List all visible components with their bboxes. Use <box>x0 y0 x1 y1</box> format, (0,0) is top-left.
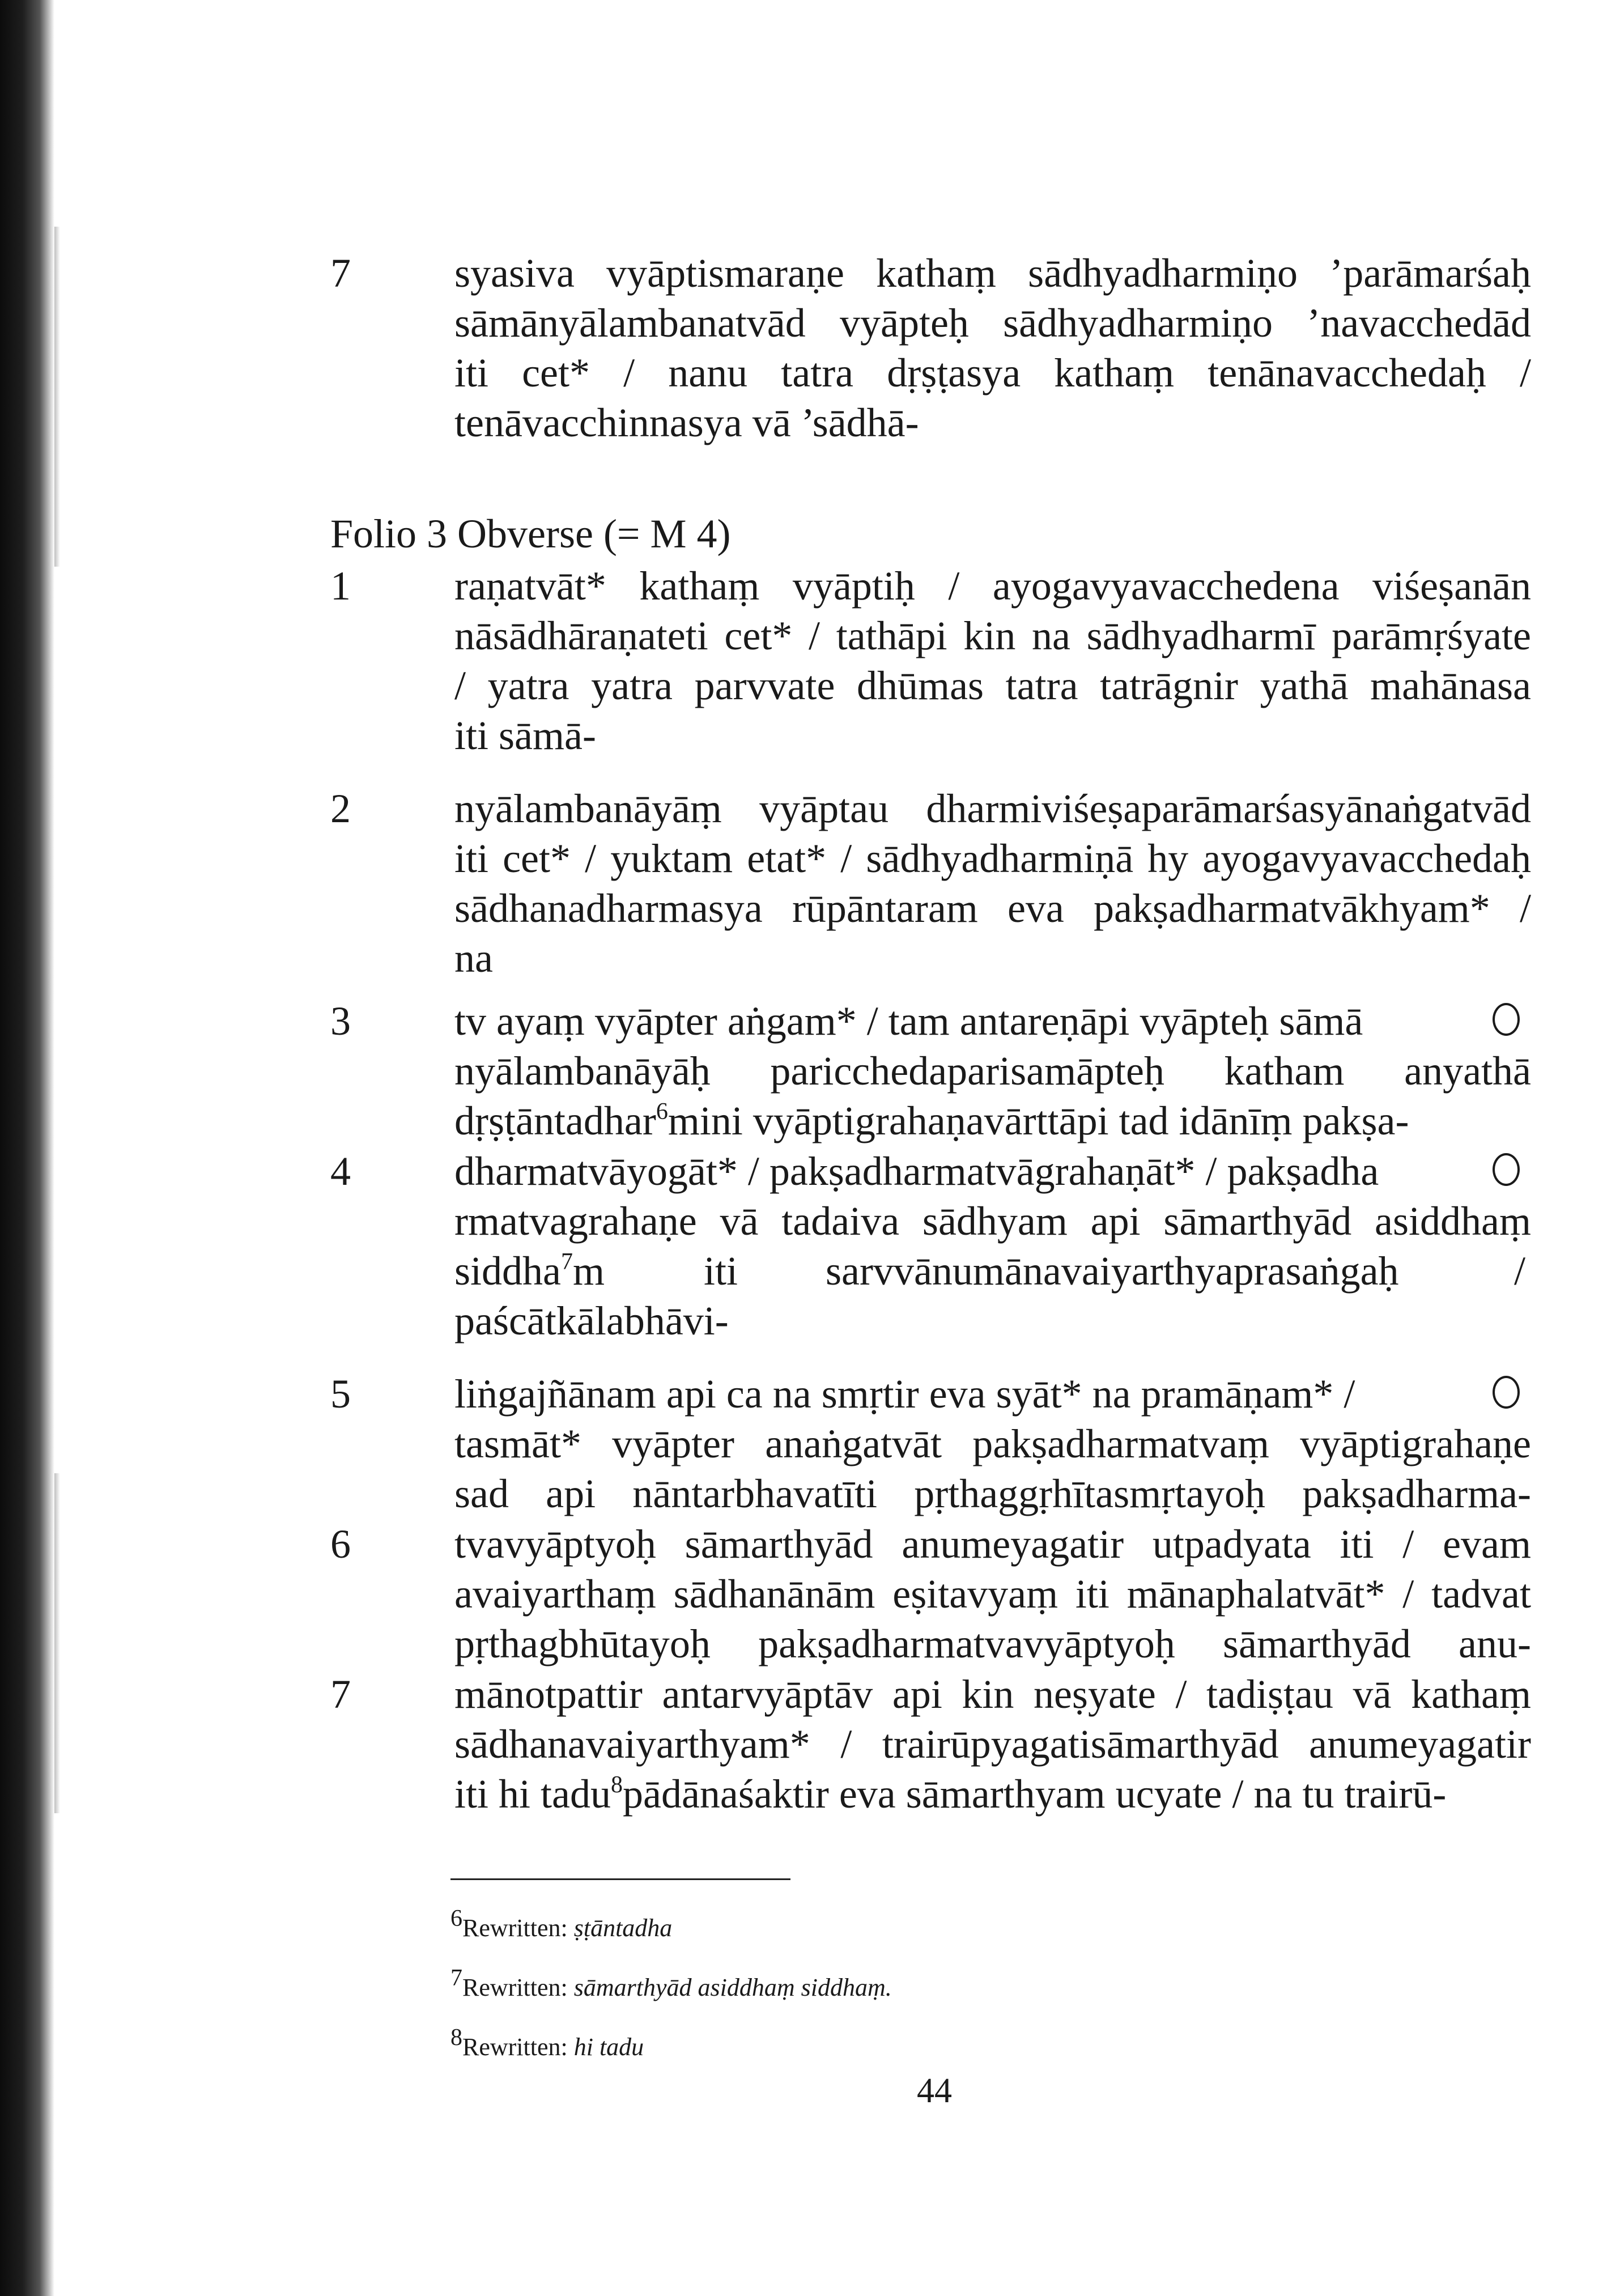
footnote <box>450 1906 673 1944</box>
circle-mark-icon <box>1493 1376 1520 1409</box>
footnote-ref: 8 <box>610 1772 623 1798</box>
text-fragment: iti <box>704 1248 738 1294</box>
footnote-ref: 7 <box>560 1249 573 1275</box>
text-line: rmatvagrahaṇe vā tadaiva sādhyam api sāmarthyād asiddhaṃ <box>454 1198 1531 1244</box>
binding-shadow-speck <box>54 227 60 567</box>
text-line: na <box>454 936 493 981</box>
circle-mark-icon <box>1493 1153 1520 1186</box>
text-fragment: mini vyāptigrahaṇavārttāpi tad idānīṃ pakṣa- <box>668 1098 1409 1143</box>
text-line: syasiva vyāptismaraṇe kathaṃ sādhyadharmiṇo ’parāmarśaḥ <box>454 250 1531 296</box>
footnote-label: Rewritten: <box>462 2033 568 2061</box>
text-line: sādhanadharmasya rūpāntaram eva pakṣadharmatvākhyam* / <box>454 886 1531 931</box>
binding-shadow-speck <box>54 1473 60 1813</box>
line-number: 6 <box>330 1521 351 1567</box>
line-number: 4 <box>330 1149 351 1194</box>
folio-heading: Folio 3 Obverse (= M 4) <box>330 511 731 556</box>
text-line: sāmānyālambanatvād vyāpteḥ sādhyadharmiṇo ’navacchedād <box>454 300 1531 346</box>
footnote-ref: 6 <box>656 1099 668 1125</box>
text-fragment: sarvvānumānavaiyarthyaprasaṅgaḥ <box>826 1248 1399 1294</box>
footnote <box>450 1965 892 2004</box>
footnote-mark: 8 <box>450 2025 462 2051</box>
text-fragment: liṅgajñānam api ca na smṛtir eva syāt* na pramāṇam* / <box>454 1371 1355 1417</box>
text-line: tvavyāptyoḥ sāmarthyād anumeyagatir utpadyata iti / evam <box>454 1521 1531 1567</box>
text-line: paścātkālabhāvi- <box>454 1298 729 1343</box>
text-line <box>454 997 1531 1045</box>
line-number: 7 <box>330 250 351 296</box>
footnote-divider <box>450 1878 790 1880</box>
footnote-mark: 7 <box>450 1965 462 1992</box>
text-line: mānotpattir antarvyāptāv api kin neṣyate / tadiṣṭau vā kathaṃ <box>454 1672 1531 1717</box>
text-fragment: m <box>572 1248 605 1294</box>
line-number: 2 <box>330 786 351 831</box>
footnote-text: hi tadu <box>573 2033 644 2061</box>
text-line: pṛthagbhūtayoḥ pakṣadharmatvavyāptyoḥ sāmarthyād anu- <box>454 1621 1531 1666</box>
text-line: nyālambanāyāṃ vyāptau dharmiviśeṣaparāmarśasyānaṅgatvād <box>454 786 1531 831</box>
line-number: 7 <box>330 1672 351 1717</box>
text-line: iti cet* / yuktam etat* / sādhyadharmiṇā hy ayogavyavacchedaḥ <box>454 836 1531 881</box>
text-line: iti sāmā- <box>454 713 596 758</box>
text-line <box>454 1147 1531 1195</box>
text-line: sādhanavaiyarthyam* / trairūpyagatisāmarthyād anumeyagatir <box>454 1721 1531 1767</box>
text-fragment: dṛṣṭāntadhar <box>454 1098 656 1143</box>
line-number: 1 <box>330 563 351 609</box>
text-line: nāsādhāraṇateti cet* / tathāpi kin na sādhyadharmī parāmṛśyate <box>454 613 1531 658</box>
line-number: 5 <box>330 1371 351 1417</box>
circle-mark-icon <box>1493 1003 1520 1036</box>
text-fragment: tv ayaṃ vyāpter aṅgam* / tam antareṇāpi vyāpteḥ sāmā <box>454 998 1363 1044</box>
text-line: iti cet* / nanu tatra dṛṣṭasya kathaṃ tenānavacchedaḥ / <box>454 350 1531 396</box>
footnote-label: Rewritten: <box>462 1914 568 1942</box>
text-line: raṇatvāt* kathaṃ vyāptiḥ / ayogavyavacchedena viśeṣanān <box>454 563 1531 609</box>
text-fragment: / <box>1514 1248 1525 1294</box>
line-number: 3 <box>330 998 351 1044</box>
page-number: 44 <box>917 2072 952 2110</box>
footnote <box>450 2025 644 2063</box>
text-line: sad api nāntarbhavatīti pṛthaggṛhītasmṛtayoḥ pakṣadharma- <box>454 1471 1531 1516</box>
footnote-label: Rewritten: <box>462 1974 568 2001</box>
text-line: tenāvacchinnasya vā ’sādhā- <box>454 400 919 445</box>
text-line: / yatra yatra parvvate dhūmas tatra tatrāgnir yathā mahānasa <box>454 663 1531 708</box>
text-fragment <box>454 1247 605 1295</box>
text-fragment: dharmatvāyogāt* / pakṣadharmatvāgrahaṇāt* / pakṣadha <box>454 1149 1379 1194</box>
footnote-text: sāmarthyād asiddhaṃ siddhaṃ. <box>573 1974 892 2001</box>
text-fragment: pādānaśaktir eva sāmarthyam ucyate / na tu trairū- <box>622 1771 1447 1817</box>
text-line: avaiyarthaṃ sādhanānām eṣitavyaṃ iti mānaphalatvāt* / tadvat <box>454 1571 1531 1617</box>
text-line <box>454 1770 1446 1818</box>
text-line: tasmāt* vyāpter anaṅgatvāt pakṣadharmatvaṃ vyāptigrahaṇe <box>454 1421 1531 1466</box>
footnote-mark: 6 <box>450 1906 462 1932</box>
book-binding-shadow <box>0 0 54 2296</box>
text-fragment: iti hi tadu <box>454 1771 611 1817</box>
text-line <box>454 1097 1409 1145</box>
text-line: nyālambanāyāḥ paricchedaparisamāpteḥ katham anyathā <box>454 1048 1531 1094</box>
footnote-text: ṣṭāntadha <box>573 1914 673 1942</box>
text-fragment: siddha <box>454 1248 561 1294</box>
text-line <box>454 1370 1531 1418</box>
